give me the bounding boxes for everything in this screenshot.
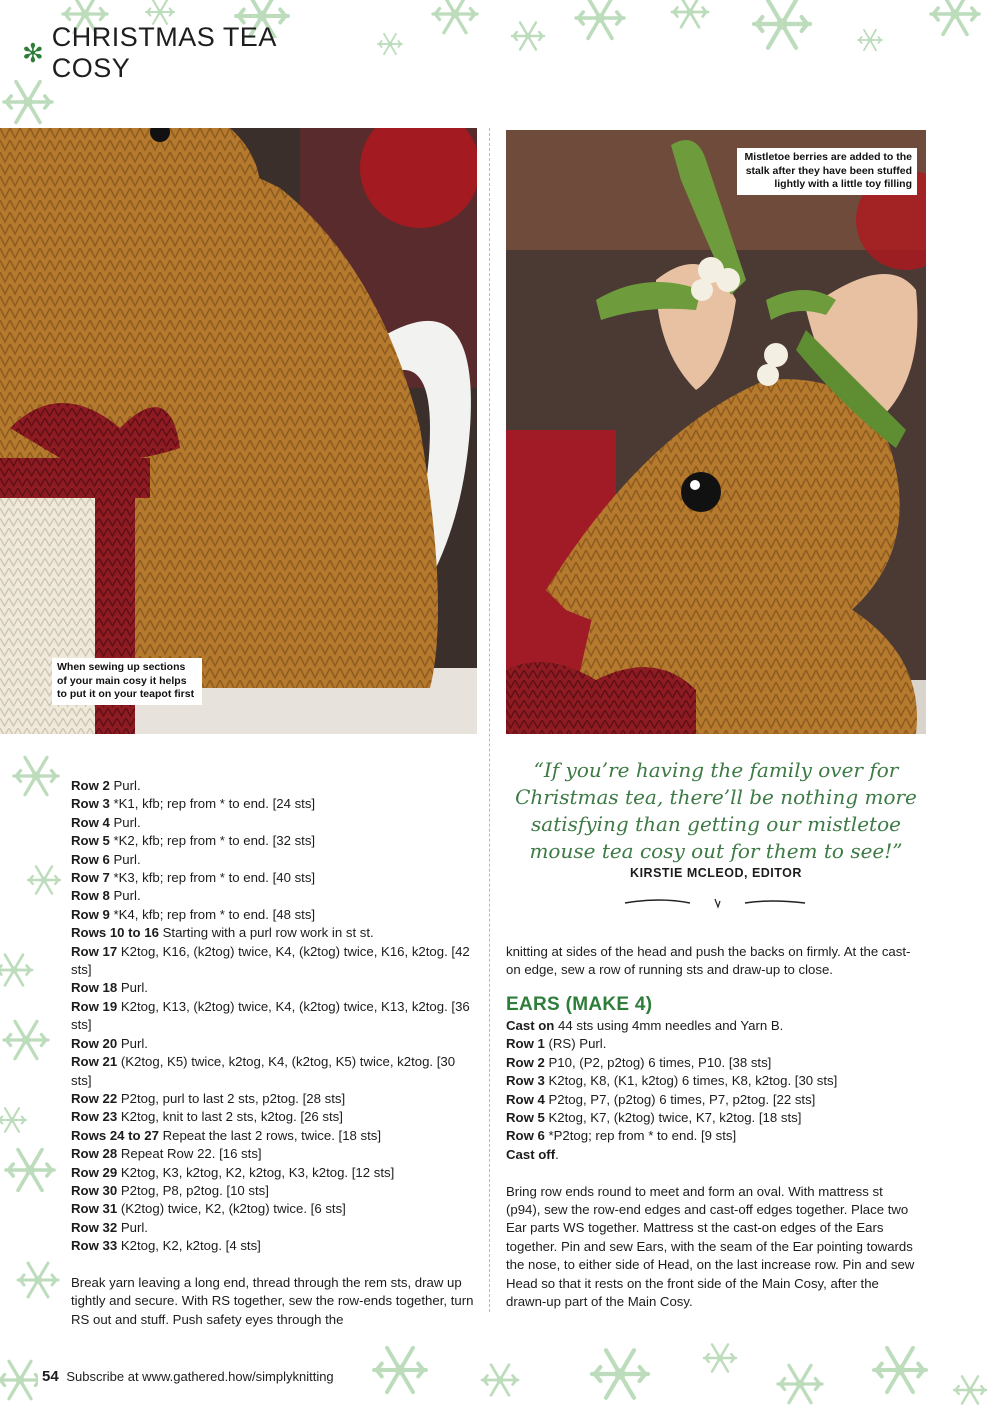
pattern-row — [71, 1200, 476, 1218]
pattern-row-label: Row 3 — [71, 796, 110, 812]
pattern-row-label: Row 28 — [71, 1146, 118, 1162]
pattern-row-label: Row 17 — [71, 943, 118, 959]
pattern-row-text: Purl. — [109, 778, 141, 793]
ears-row-text: (RS) Purl. — [544, 1036, 607, 1052]
flourish-divider — [620, 893, 810, 913]
intro-paragraph: knitting at sides of the head and push the backs on firmly. At the cast-on edge, sew a row of running sts and draw-up to close. — [506, 944, 911, 978]
pattern-row — [71, 1127, 476, 1145]
ears-row-label: Row 4 — [506, 1091, 545, 1107]
pattern-row-label: Row 2 — [71, 778, 110, 793]
pattern-row-label: Rows 24 to 27 — [71, 1127, 159, 1143]
pattern-row — [71, 1090, 476, 1108]
ears-paragraph: Bring row ends round to meet and form an oval. With mattress st (p94), sew the row-end edges and cast-off edges together. Place two Ear parts WS together. Mattress st the cast-on edges of the Ears together. Pin and sew Ears, with the seam of the Ear pointing towards the nose, to either side of Head, on the last increase row. Pin and sew Head so that it rests on the front side of the Main Cosy, after the drawn-up part of the Main Cosy. — [506, 1183, 915, 1310]
pattern-row-text: K2tog, K16, (k2tog) twice, K4, (k2tog) twice, K16, k2tog. [42 sts] — [71, 943, 470, 978]
page-footer — [38, 1366, 338, 1387]
pattern-row-text: K2tog, K2, k2tog. [4 sts] — [117, 1238, 261, 1254]
pattern-row-text: Purl. — [117, 1219, 148, 1235]
pattern-row-text: Purl. — [117, 1035, 148, 1051]
pattern-row-text: K2tog, knit to last 2 sts, k2tog. [26 sts] — [117, 1109, 343, 1125]
ears-row-label: Row 6 — [506, 1128, 545, 1144]
pattern-row-label: Row 30 — [71, 1182, 118, 1198]
ears-row-label: Row 5 — [506, 1110, 545, 1126]
pattern-row-label: Row 22 — [71, 1090, 118, 1106]
column-divider — [489, 128, 490, 1312]
pattern-row-label: Row 9 — [71, 906, 110, 922]
snowflake-border-left — [0, 740, 62, 1340]
photo-caption-right: Mistletoe berries are added to the stalk after they have been stuffed lightly with a little toy filling — [737, 148, 917, 195]
pattern-row-label: Row 6 — [71, 851, 110, 867]
ears-row — [506, 1091, 916, 1109]
asterisk-flower-icon: ✻ — [22, 38, 44, 68]
pattern-row — [71, 851, 476, 869]
pattern-row — [71, 943, 476, 980]
ears-row-text: 44 sts using 4mm needles and Yarn B. — [554, 1018, 784, 1033]
ears-row — [506, 1017, 916, 1035]
pattern-row — [71, 1053, 476, 1090]
pattern-row-text: K2tog, K3, k2tog, K2, k2tog, K3, k2tog. [12 sts] — [117, 1164, 395, 1180]
pattern-row-label: Row 33 — [71, 1238, 118, 1254]
pattern-row-label: Row 7 — [71, 870, 110, 886]
pattern-row-text: (K2tog) twice, K2, (k2tog) twice. [6 sts] — [117, 1201, 346, 1217]
page-header — [0, 22, 343, 83]
section-heading-ears: EARS (MAKE 4) — [506, 994, 653, 1015]
pattern-row-text: (K2tog, K5) twice, k2tog, K4, (k2tog, K5) twice, k2tog. [30 sts] — [71, 1054, 456, 1088]
pattern-row — [71, 1145, 476, 1163]
pattern-row — [71, 814, 476, 832]
pattern-row — [71, 924, 476, 942]
ears-row-label: Row 3 — [506, 1073, 545, 1089]
pattern-text-right — [506, 943, 916, 980]
pattern-row-text: *K4, kfb; rep from * to end. [48 sts] — [109, 906, 316, 922]
page-title: CHRISTMAS TEA COSY — [51, 22, 276, 83]
ears-row-label: Row 1 — [506, 1036, 545, 1052]
pattern-row — [71, 777, 476, 795]
pattern-row-text: Starting with a purl row work in st st. — [158, 925, 374, 941]
pattern-row-label: Row 31 — [71, 1201, 118, 1217]
pattern-row-label: Row 20 — [71, 1035, 118, 1051]
pattern-row — [71, 979, 476, 997]
pattern-row-text: Purl. — [109, 814, 141, 830]
pull-quote: “If you’re having the family over for Christmas tea, there’ll be nothing more satisfying than getting our mistletoe mouse tea cosy out for them to see!” — [515, 758, 917, 863]
ears-row-text: K2tog, K7, (k2tog) twice, K7, k2tog. [18 sts] — [544, 1110, 802, 1126]
pattern-row-label: Row 18 — [71, 980, 118, 996]
ears-row-label: Cast off — [506, 1146, 556, 1162]
ears-row — [506, 1127, 916, 1145]
instruction-paragraph: Break yarn leaving a long end, thread through the rem sts, draw up tightly and secure. With RS together, sew the row-ends together, turn RS out and stuff. Push safety eyes through the — [71, 1274, 474, 1327]
ears-rows — [506, 1017, 916, 1311]
pattern-row — [71, 869, 476, 887]
ears-row-text: P10, (P2, p2tog) 6 times, P10. [38 sts] — [544, 1054, 772, 1070]
pattern-row-text: *K2, kfb; rep from * to end. [32 sts] — [109, 833, 316, 849]
pattern-row-label: Row 21 — [71, 1054, 118, 1070]
pattern-row-text: K2tog, K13, (k2tog) twice, K4, (k2tog) twice, K13, k2tog. [36 sts] — [71, 998, 470, 1033]
ears-row-text: K2tog, K8, (K1, k2tog) 6 times, K8, k2tog. [30 sts] — [544, 1073, 838, 1089]
pattern-row — [71, 1164, 476, 1182]
pattern-row-text: Purl. — [109, 851, 141, 867]
subscribe-link[interactable]: Subscribe at www.gathered.how/simplyknitting — [66, 1369, 334, 1384]
pattern-row-label: Row 4 — [71, 814, 110, 830]
pattern-row-text: *K1, kfb; rep from * to end. [24 sts] — [109, 796, 316, 812]
pattern-row-text: Repeat Row 22. [16 sts] — [117, 1146, 262, 1162]
pattern-row-text: Repeat the last 2 rows, twice. [18 sts] — [158, 1127, 382, 1143]
ears-row-label: Cast on — [506, 1018, 555, 1033]
ears-row — [506, 1054, 916, 1072]
pattern-row-label: Row 23 — [71, 1109, 118, 1125]
pattern-row — [71, 1237, 476, 1255]
pattern-row-label: Row 5 — [71, 833, 110, 849]
pattern-row — [71, 1219, 476, 1237]
quote-author: KIRSTIE MCLEOD, EDITOR — [630, 866, 802, 880]
ears-row — [506, 1072, 916, 1090]
pattern-row-text: P2tog, purl to last 2 sts, p2tog. [28 sts] — [117, 1090, 346, 1106]
photo-mouse-body — [0, 128, 477, 734]
pattern-row-label: Row 32 — [71, 1219, 118, 1235]
ears-row — [506, 1035, 916, 1053]
ears-row-text: *P2tog; rep from * to end. [9 sts] — [544, 1128, 737, 1144]
pattern-row — [71, 795, 476, 813]
ears-row — [506, 1109, 916, 1127]
pattern-rows-left — [71, 777, 476, 1329]
page-number: 54 — [42, 1368, 59, 1385]
pattern-row — [71, 887, 476, 905]
ears-row — [506, 1146, 916, 1164]
pattern-row — [71, 998, 476, 1035]
ears-row-text: . — [555, 1146, 559, 1162]
pattern-row — [71, 1182, 476, 1200]
ears-row-label: Row 2 — [506, 1054, 545, 1070]
pattern-row-text: Purl. — [109, 888, 141, 904]
pattern-row — [71, 832, 476, 850]
pattern-row-text: Purl. — [117, 980, 148, 996]
pattern-row-label: Rows 10 to 16 — [71, 925, 159, 941]
pattern-row — [71, 906, 476, 924]
pattern-row-text: P2tog, P8, p2tog. [10 sts] — [117, 1182, 269, 1198]
pattern-row-label: Row 19 — [71, 998, 118, 1014]
pattern-row-label: Row 8 — [71, 888, 110, 904]
pattern-row — [71, 1108, 476, 1126]
pattern-row-text: *K3, kfb; rep from * to end. [40 sts] — [109, 870, 316, 886]
pattern-row — [71, 1035, 476, 1053]
photo-mouse-head — [506, 130, 926, 734]
pattern-row-label: Row 29 — [71, 1164, 118, 1180]
ears-row-text: P2tog, P7, (p2tog) 6 times, P7, p2tog. [22 sts] — [544, 1091, 816, 1107]
photo-caption-left: When sewing up sections of your main cosy it helps to put it on your teapot first — [52, 658, 202, 705]
